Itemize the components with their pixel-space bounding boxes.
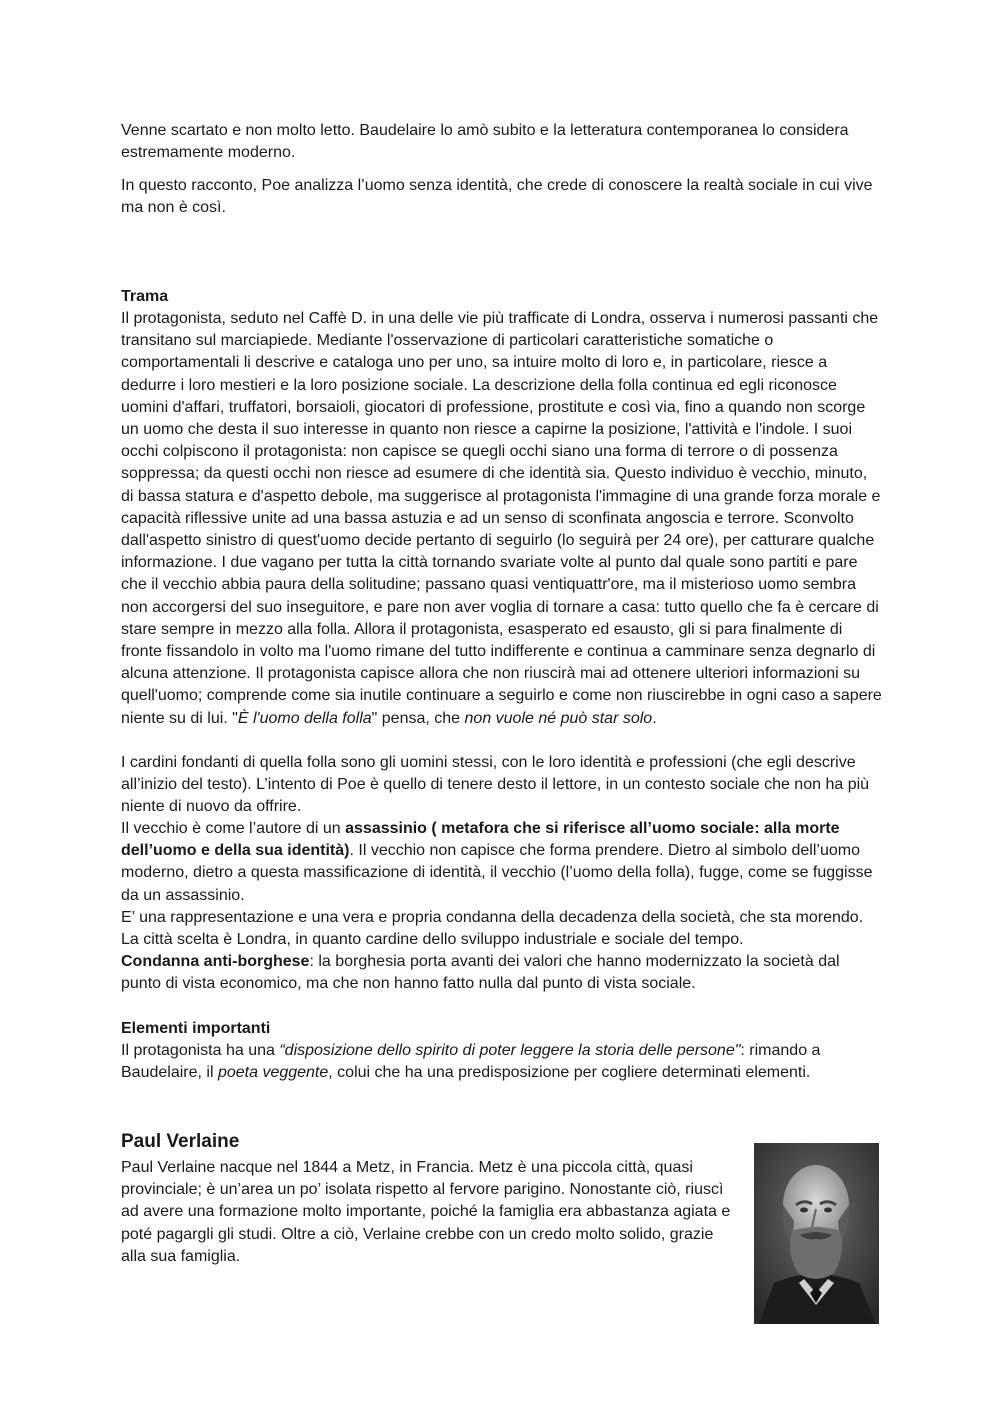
- intro-paragraph-2: In questo racconto, Poe analizza l’uomo senza identità, che crede di conoscere la realtà sociale in cui vive ma non è così.: [121, 177, 873, 217]
- trama-p3-end: . Il vecchio non capisce che forma prendere. Dietro al simbolo dell’uomo moderno, dietro a questa massificazione di identità, il vecchio (l’uomo della folla), fugge, come se fuggisse da un assassinio.: [121, 842, 873, 904]
- elementi-text-3: : rimando a Baudelaire, il: [121, 1042, 821, 1082]
- trama-paragraph-4: E’ una rappresentazione e una vera e propria condanna della decadenza della società, che sta morendo. La città scelta è Londra, in quanto cardine dello sviluppo industriale e sociale del tempo.: [121, 909, 864, 949]
- elementi-text-5: , colui che ha una predisposizione per cogliere determinati elementi.: [328, 1064, 811, 1082]
- italic-phrase: non vuole né può star solo: [464, 709, 653, 727]
- section-title-verlaine: Paul Verlaine: [121, 1131, 240, 1152]
- italic-poeta-veggente: poeta veggente: [217, 1064, 329, 1082]
- trama-p5-rest: : la borghesia porta avanti dei valori che hanno modernizzato la società dal punto di vista economico, ma che non hanno fatto nulla dal punto di vista sociale.: [121, 953, 840, 993]
- verlaine-paragraph: Paul Verlaine nacque nel 1844 a Metz, in Francia. Metz è una piccola città, quasi provinciale; è un’area un po’ isolata rispetto al fervore parigino. Nonostante ciò, riuscì ad avere una formazione molto importante, poiché la famiglia era abbastanza agiata e poté pagargli gli studi. Oltre a ciò, Verlaine crebbe con un credo molto solido, grazie alla sua famiglia.: [121, 1159, 731, 1265]
- quote-italic: È l'uomo della folla: [237, 709, 372, 727]
- trama-paragraph-3: [121, 818, 883, 907]
- intro-paragraph-1: Venne scartato e non molto letto. Baudelaire lo amò subito e la letteratura contemporanea lo considera estremamente moderno.: [121, 122, 849, 162]
- elementi-text-1: Il protagonista ha una: [121, 1042, 280, 1059]
- trama-paragraph-2: I cardini fondanti di quella folla sono gli uomini stessi, con le loro identità e professioni (che egli descrive all’inizio del testo). L’intento di Poe è quello di tenere desto il lettore, in un contesto sociale che non ha più niente di nuovo da offrire.: [121, 754, 870, 816]
- elementi-paragraph: [121, 1040, 883, 1084]
- portrait-photo: [754, 1143, 879, 1324]
- trama-period: .: [652, 709, 657, 727]
- trama-p3-start: Il vecchio è come l’autore di un: [121, 820, 346, 837]
- trama-paragraph-5: [121, 951, 883, 995]
- bold-phrase-condanna: Condanna anti-borghese: [121, 953, 310, 970]
- trama-text: Il protagonista, seduto nel Caffè D. in una delle vie più trafficate di Londra, osserva i numerosi passanti che transitano sul marciapiede. Mediante l'osservazione di particolari caratteristiche somatiche o comportamentali li descrive e cataloga uno per uno, sa intuire molto di loro e, in particolare, riesce a dedurre i loro mestieri e la loro posizione sociale. La descrizione della folla continua ed egli riconosce uomini d'affari, truffatori, borsaioli, giocatori di professione, prostitute e così via, fino a quando non scorge un uomo che desta il suo interesse in quanto non riesce a capirne la posizione, l'attività e l'indole. I suoi occhi colpiscono il protagonista: non capisce se quegli occhi siano una forma di terrore o di possenza soppressa; da questi occhi non riesce ad esumere di che identità sia. Questo individuo è vecchio, minuto, di bassa statura e d'aspetto debole, ma suggerisce al protagonista l'immagine di una grande forza morale e capacità riflessive unite ad una bassa astuzia e ad un senso di sconfinata angoscia e terrore. Sconvolto dall'aspetto sinistro di quest'uomo decide pertanto di seguirlo (lo seguirà per 24 ore), per catturare qualche informazione. I due vagano per tutta la città tornando svariate volte al punto dal quale sono partiti e pare che il vecchio abbia paura della solitudine; passano quasi ventiquattr'ore, ma il misterioso uomo sembra non accorgersi del suo inseguitore, e pare non aver voglia di tornare a casa: tutto quello che fa è cercare di stare sempre in mezzo alla folla. Allora il protagonista, esasperato ed esausto, gli si para finalmente di fronte fissandolo in volto ma l'uomo rimane del tutto indifferente e continua a camminare senza degnarlo di alcuna attenzione. Il protagonista capisce allora che non riuscirà mai ad ottenere ulteriori informazioni su quell'uomo; comprende come sia inutile continuare a seguirlo e come non riuscirebbe in ogni caso a sapere niente su di lui. ": [121, 310, 882, 727]
- section-heading-elementi: Elementi importanti: [121, 1020, 271, 1037]
- verlaine-portrait-image: [754, 1143, 879, 1324]
- bold-phrase-assassinio: assassinio ( metafora che si riferisce all’uomo sociale: alla morte dell’uomo e della sua identità): [121, 820, 840, 860]
- italic-quote: “disposizione dello spirito di poter leggere la storia delle persone": [279, 1042, 741, 1059]
- section-heading-trama: Trama: [121, 288, 169, 305]
- trama-text-after-quote: " pensa, che: [371, 709, 465, 727]
- trama-paragraph-1: [121, 308, 883, 730]
